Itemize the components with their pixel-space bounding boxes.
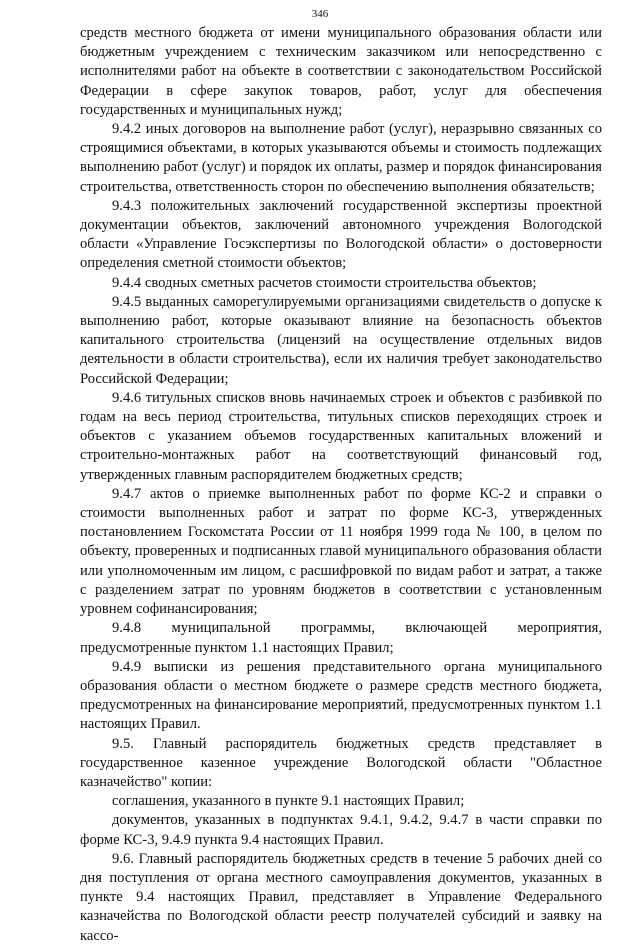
paragraph-9-5-item-documents: документов, указанных в подпунктах 9.4.1, 9.4.2, 9.4.7 в части справки по форме КС-3, 9.4.9 пункта 9.4 настоящих Правил. <box>80 812 602 848</box>
paragraph-9-4-7: 9.4.7 актов о приемке выполненных работ по форме КС-2 и справки о стоимости выполненных работ и затрат по форме КС-3, утвержденных постановлением Госкомстата России от 11 ноября 1999 года № 100, в целом по объекту, проверенных и подписанных главой муниципального образования области или уполномоченным им лицом, с расшифровкой по видам работ и затрат, а также с разделением затрат по уровням бюджетов в соответствии с установленным уровнем софинансирования; <box>80 485 602 618</box>
page-number: 346 <box>311 8 329 20</box>
paragraph-continuation: средств местного бюджета от имени муниципального образования области или бюджетным учреждением с техническим заказчиком или непосредственно с исполнителями работ на объекте в соответствии с законодательством Российской Федерации в сфере закупок товаров, работ, услуг для обеспечения государственных и муниципальных нужд; <box>80 25 602 118</box>
document-body <box>80 24 602 946</box>
paragraph-9-4-9: 9.4.9 выписки из решения представительного органа муниципального образования области о местном бюджете о размере средств местного бюджета, предусмотренных на финансирование мероприятий, предусмотренных пунктом 1.1 настоящих Правил. <box>80 658 602 733</box>
paragraph-9-4-6: 9.4.6 титульных списков вновь начинаемых строек и объектов с разбивкой по годам на весь период строительства, титульных списков переходящих строек и объектов с указанием объемов государственных капитальных вложений и строительно-монтажных работ на соответствующий финансовый год, утвержденных главным распорядителем бюджетных средств; <box>80 389 602 483</box>
paragraph-9-4-5: 9.4.5 выданных саморегулируемыми организациями свидетельств о допуске к выполнению работ, которые оказывают влияние на безопасность объектов капитального строительства (лицензий на осуществление отдельных видов деятельности в области строительства), если их наличия требует законодательство Российской Федерации; <box>80 293 602 387</box>
paragraph-9-4-4: 9.4.4 сводных сметных расчетов стоимости строительства объектов; <box>112 274 537 291</box>
paragraph-9-4-2: 9.4.2 иных договоров на выполнение работ (услуг), неразрывно связанных со строящимися объектами, в которых указываются объемы и стоимость подлежащих выполнению работ (услуг) и порядок их оплаты, размер и порядок финансирования строительства, ответственность сторон по обеспечению выполнения обязательств; <box>80 121 602 195</box>
paragraph-9-4-3: 9.4.3 положительных заключений государственной экспертизы проектной документации объектов, заключений автономного учреждения Вологодской области «Управление Госэкспертизы по Вологодской области» о достоверности определения сметной стоимости объектов; <box>80 197 602 272</box>
paragraph-9-5-item-agreement: соглашения, указанного в пункте 9.1 настоящих Правил; <box>112 793 465 810</box>
paragraph-9-4-8: 9.4.8 муниципальной программы, включающей мероприятия, предусмотренные пунктом 1.1 настоящих Правил; <box>80 620 602 656</box>
paragraph-9-5: 9.5. Главный распорядитель бюджетных средств представляет в государственное казенное учреждение Вологодской области "Областное казначейство" копии: <box>80 735 602 790</box>
paragraph-9-6: 9.6. Главный распорядитель бюджетных средств в течение 5 рабочих дней со дня поступления от органа местного самоуправления документов, указанных в пункте 9.4 настоящих Правил, представляет в Управление Федерального казначейства по Вологодской области реестр получателей субсидий и заявку на кассо- <box>80 850 602 944</box>
